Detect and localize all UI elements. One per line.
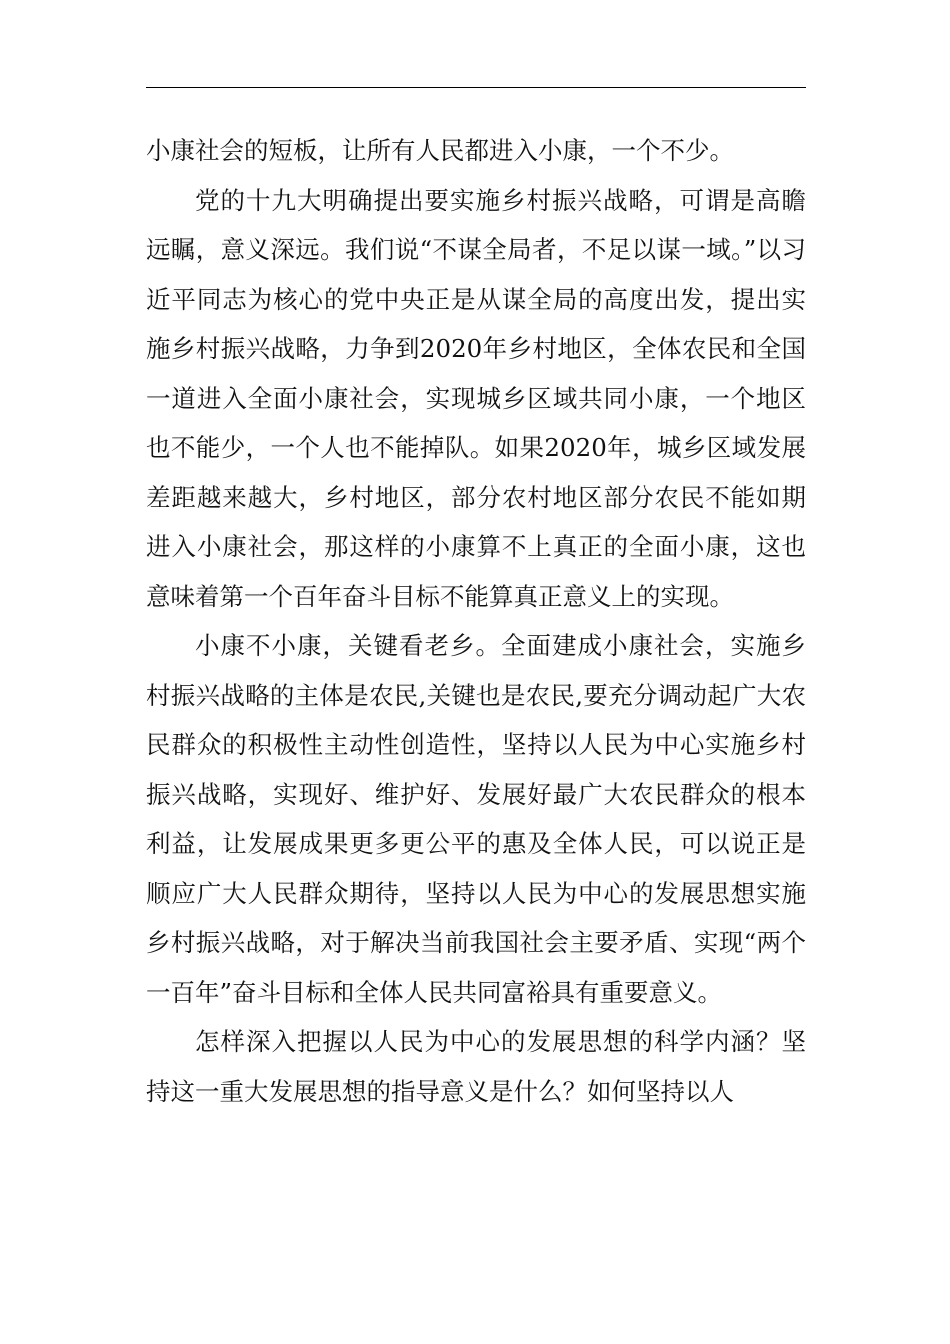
paragraph-continued: 小康社会的短板，让所有人民都进入小康，一个不少。 bbox=[146, 136, 734, 165]
header-rule bbox=[146, 87, 806, 88]
paragraph: 怎样深入把握以人民为中心的发展思想的科学内涵？坚持这一重大发展思想的指导意义是什么？如何坚持以人 bbox=[146, 1027, 806, 1106]
document-body bbox=[146, 126, 806, 1116]
paragraph: 党的十九大明确提出要实施乡村振兴战略，可谓是高瞻远瞩，意义深远。我们说“不谋全局者，不足以谋一域。”以习近平同志为核心的党中央正是从谋全局的高度出发，提出实施乡村振兴战略，力争到2020年乡村地区，全体农民和全国一道进入全面小康社会，实现城乡区域共同小康，一个地区也不能少，一个人也不能掉队。如果2020年，城乡区域发展差距越来越大，乡村地区，部分农村地区部分农民不能如期进入小康社会，那这样的小康算不上真正的全面小康，这也意味着第一个百年奋斗目标不能算真正意义上的实现。 bbox=[146, 185, 806, 611]
paragraph: 小康不小康，关键看老乡。全面建成小康社会，实施乡村振兴战略的主体是农民,关键也是农民,要充分调动起广大农民群众的积极性主动性创造性，坚持以人民为中心实施乡村振兴战略，实现好、维护好、发展好最广大农民群众的根本利益，让发展成果更多更公平的惠及全体人民，可以说正是顺应广大人民群众期待，坚持以人民为中心的发展思想实施乡村振兴战略，对于解决当前我国社会主要矛盾、实现“两个一百年”奋斗目标和全体人民共同富裕具有重要意义。 bbox=[146, 631, 806, 1007]
